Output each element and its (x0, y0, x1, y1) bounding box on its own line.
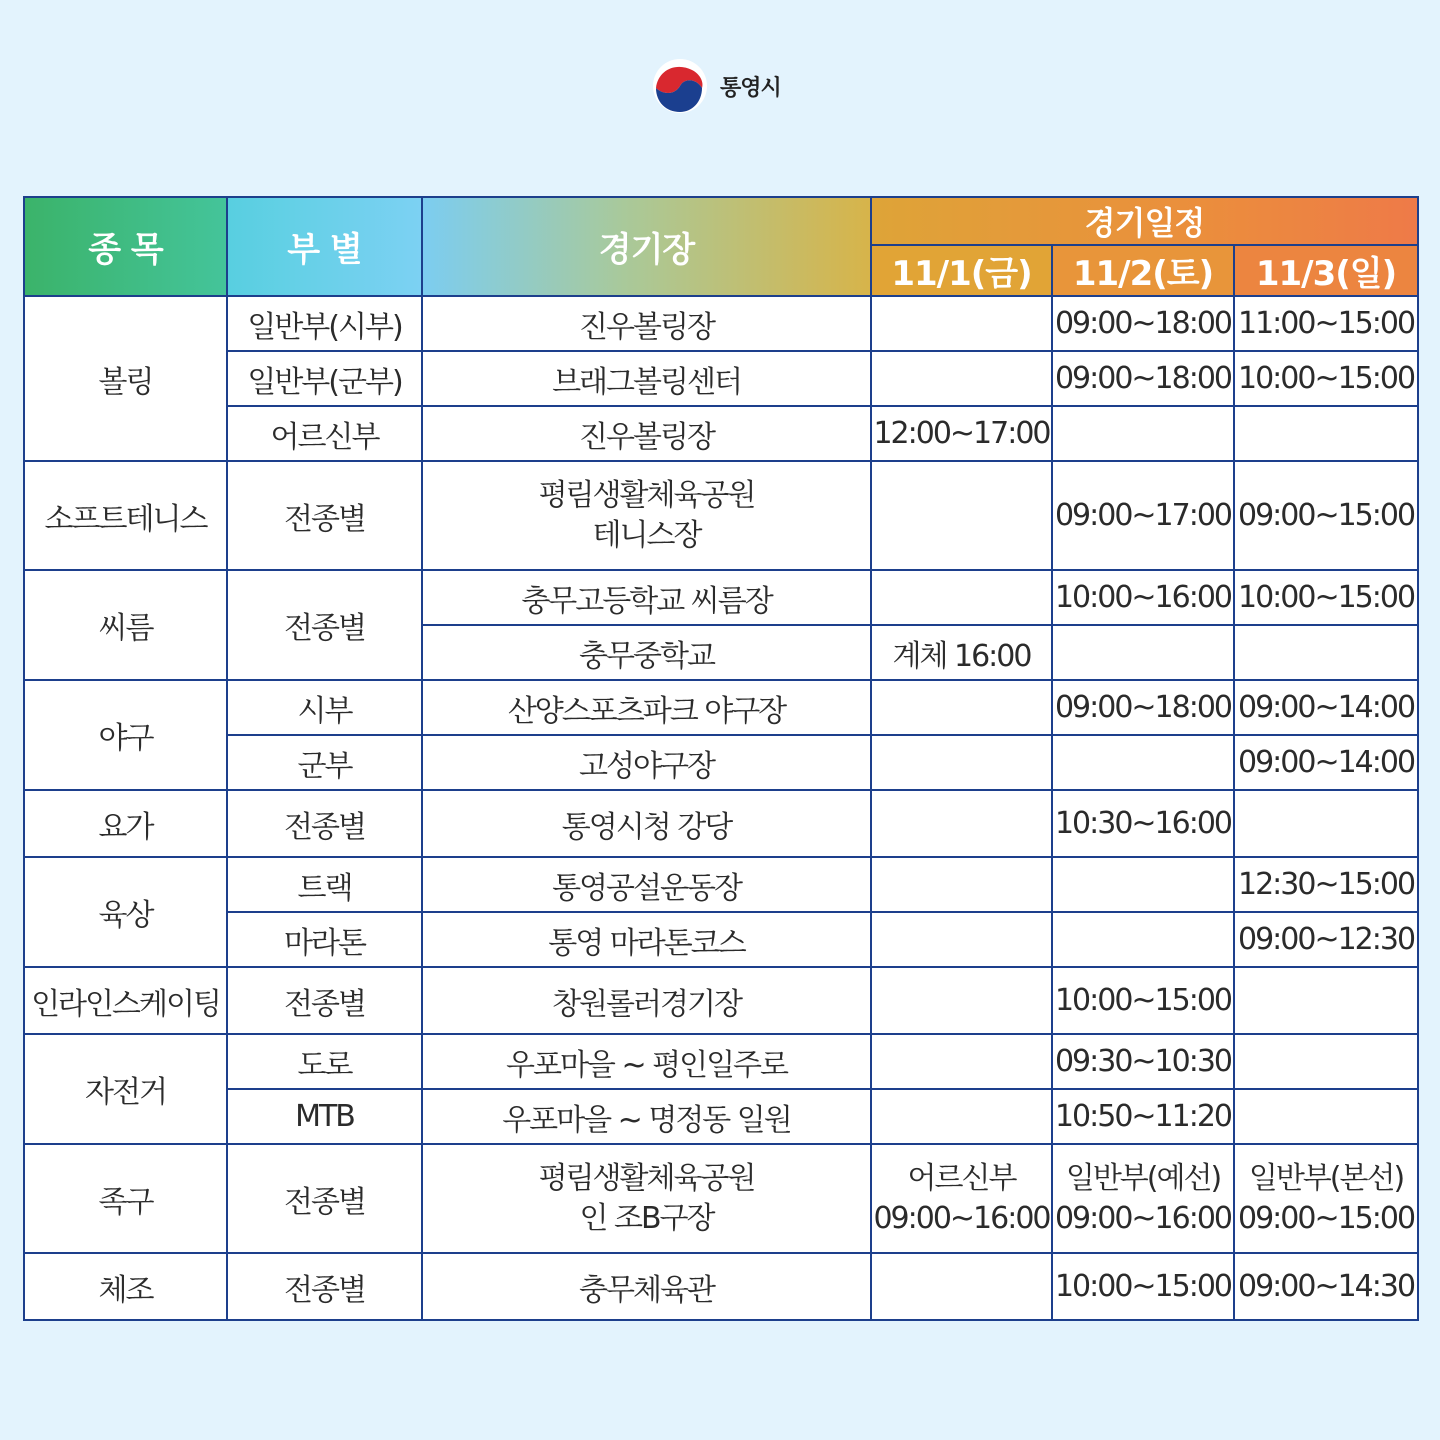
day1-cell (871, 1253, 1052, 1320)
division-cell: 전종별 (227, 790, 422, 857)
col-header-day2: 11/2(토) (1052, 245, 1234, 296)
day2-cell: 10:00~15:00 (1052, 967, 1234, 1034)
schedule-label: 일반부(본선) (1248, 1160, 1404, 1196)
day2-cell: 09:30~10:30 (1052, 1034, 1234, 1089)
sport-cell: 자전거 (24, 1034, 227, 1144)
day3-cell: 10:00~15:00 (1234, 351, 1418, 406)
table-row (24, 1144, 1418, 1253)
sport-cell: 볼링 (24, 296, 227, 461)
col-header-schedule: 경기일정 (871, 197, 1418, 245)
venue-cell: 우포마을 ~ 명정동 일원 (422, 1089, 871, 1144)
day1-cell (871, 735, 1052, 790)
sport-cell: 체조 (24, 1253, 227, 1320)
day2-cell: 10:00~16:00 (1052, 570, 1234, 625)
day2-cell: 09:00~18:00 (1052, 296, 1234, 351)
sport-cell: 육상 (24, 857, 227, 967)
day1-cell (871, 296, 1052, 351)
day3-cell: 12:30~15:00 (1234, 857, 1418, 912)
table-row (24, 1253, 1418, 1320)
day1-cell: 12:00~17:00 (871, 406, 1052, 461)
table-row (24, 570, 1418, 625)
division-cell: 군부 (227, 735, 422, 790)
schedule-time: 09:00~15:00 (1237, 1200, 1415, 1236)
day1-cell (871, 857, 1052, 912)
day3-cell: 09:00~14:00 (1234, 680, 1418, 735)
venue-cell: 진우볼링장 (422, 296, 871, 351)
venue-cell: 충무중학교 (422, 625, 871, 680)
division-cell: 마라톤 (227, 912, 422, 967)
venue-line: 평림생활체육공원 (538, 477, 755, 513)
venue-line: 인 조B구장 (579, 1200, 714, 1236)
table-row (24, 351, 1418, 406)
division-cell: 시부 (227, 680, 422, 735)
day3-cell (1234, 625, 1418, 680)
sport-cell: 씨름 (24, 570, 227, 680)
schedule-time: 09:00~16:00 (873, 1200, 1050, 1236)
division-cell: 어르신부 (227, 406, 422, 461)
table-row (24, 1034, 1418, 1089)
division-cell: 전종별 (227, 1253, 422, 1320)
division-cell: MTB (227, 1089, 422, 1144)
day2-cell (1052, 735, 1234, 790)
venue-cell: 충무고등학교 씨름장 (422, 570, 871, 625)
logo (652, 58, 781, 114)
table-row (24, 1089, 1418, 1144)
venue-line: 테니스장 (592, 517, 701, 553)
day3-cell: 11:00~15:00 (1234, 296, 1418, 351)
venue-cell: 통영공설운동장 (422, 857, 871, 912)
day1-cell: 계체 16:00 (871, 625, 1052, 680)
day1-cell (871, 1089, 1052, 1144)
day1-cell (871, 967, 1052, 1034)
day3-cell: 09:00~12:30 (1234, 912, 1418, 967)
day2-cell: 09:00~18:00 (1052, 351, 1234, 406)
schedule-label: 일반부(예선) (1065, 1160, 1221, 1196)
sport-cell: 야구 (24, 680, 227, 790)
division-cell: 일반부(군부) (227, 351, 422, 406)
division-cell: 전종별 (227, 570, 422, 680)
sport-cell: 요가 (24, 790, 227, 857)
division-cell: 트랙 (227, 857, 422, 912)
table-row (24, 967, 1418, 1034)
division-cell: 일반부(시부) (227, 296, 422, 351)
venue-cell: 브래그볼링센터 (422, 351, 871, 406)
table-row (24, 296, 1418, 351)
venue-cell: 우포마을 ~ 평인일주로 (422, 1034, 871, 1089)
day1-cell (871, 1034, 1052, 1089)
day1-cell (871, 351, 1052, 406)
venue-cell (422, 1144, 871, 1253)
day2-cell (1052, 625, 1234, 680)
day1-cell (871, 461, 1052, 570)
day2-cell: 09:00~17:00 (1052, 461, 1234, 570)
day2-cell: 10:00~15:00 (1052, 1253, 1234, 1320)
table-row (24, 790, 1418, 857)
day3-cell (1234, 1089, 1418, 1144)
col-header-day3: 11/3(일) (1234, 245, 1418, 296)
schedule-label: 어르신부 (907, 1160, 1016, 1196)
venue-cell: 고성야구장 (422, 735, 871, 790)
day3-cell: 09:00~15:00 (1234, 461, 1418, 570)
day3-cell: 10:00~15:00 (1234, 570, 1418, 625)
day1-cell (871, 790, 1052, 857)
venue-cell: 통영시청 강당 (422, 790, 871, 857)
day3-cell (1234, 967, 1418, 1034)
table-row (24, 680, 1418, 735)
table-row (24, 857, 1418, 912)
day1-cell (871, 680, 1052, 735)
day1-cell (871, 912, 1052, 967)
day3-cell (1234, 1144, 1418, 1253)
sport-cell: 족구 (24, 1144, 227, 1253)
day1-cell (871, 1144, 1052, 1253)
venue-cell: 통영 마라톤코스 (422, 912, 871, 967)
table-row (24, 461, 1418, 570)
col-header-sport: 종 목 (24, 197, 227, 296)
day2-cell (1052, 857, 1234, 912)
schedule-time: 09:00~16:00 (1054, 1200, 1232, 1236)
day3-cell: 09:00~14:00 (1234, 735, 1418, 790)
day2-cell: 10:30~16:00 (1052, 790, 1234, 857)
col-header-venue: 경기장 (422, 197, 871, 296)
venue-cell: 진우볼링장 (422, 406, 871, 461)
schedule-table (23, 196, 1419, 1321)
table-row (24, 912, 1418, 967)
day3-cell (1234, 790, 1418, 857)
day2-cell (1052, 1144, 1234, 1253)
venue-cell: 산양스포츠파크 야구장 (422, 680, 871, 735)
day1-cell (871, 570, 1052, 625)
city-name: 통영시 (720, 75, 781, 101)
division-cell: 전종별 (227, 967, 422, 1034)
col-header-division: 부 별 (227, 197, 422, 296)
division-cell: 도로 (227, 1034, 422, 1089)
day2-cell (1052, 406, 1234, 461)
day2-cell: 09:00~18:00 (1052, 680, 1234, 735)
venue-line: 평림생활체육공원 (538, 1160, 755, 1196)
col-header-day1: 11/1(금) (871, 245, 1052, 296)
sport-cell: 소프트테니스 (24, 461, 227, 570)
venue-cell (422, 461, 871, 570)
division-cell: 전종별 (227, 1144, 422, 1253)
venue-cell: 충무체육관 (422, 1253, 871, 1320)
taegeuk-logo-icon (652, 58, 708, 114)
day3-cell (1234, 406, 1418, 461)
table-row (24, 406, 1418, 461)
day2-cell: 10:50~11:20 (1052, 1089, 1234, 1144)
division-cell: 전종별 (227, 461, 422, 570)
venue-cell: 창원롤러경기장 (422, 967, 871, 1034)
sport-cell: 인라인스케이팅 (24, 967, 227, 1034)
day2-cell (1052, 912, 1234, 967)
day3-cell: 09:00~14:30 (1234, 1253, 1418, 1320)
table-row (24, 735, 1418, 790)
day3-cell (1234, 1034, 1418, 1089)
